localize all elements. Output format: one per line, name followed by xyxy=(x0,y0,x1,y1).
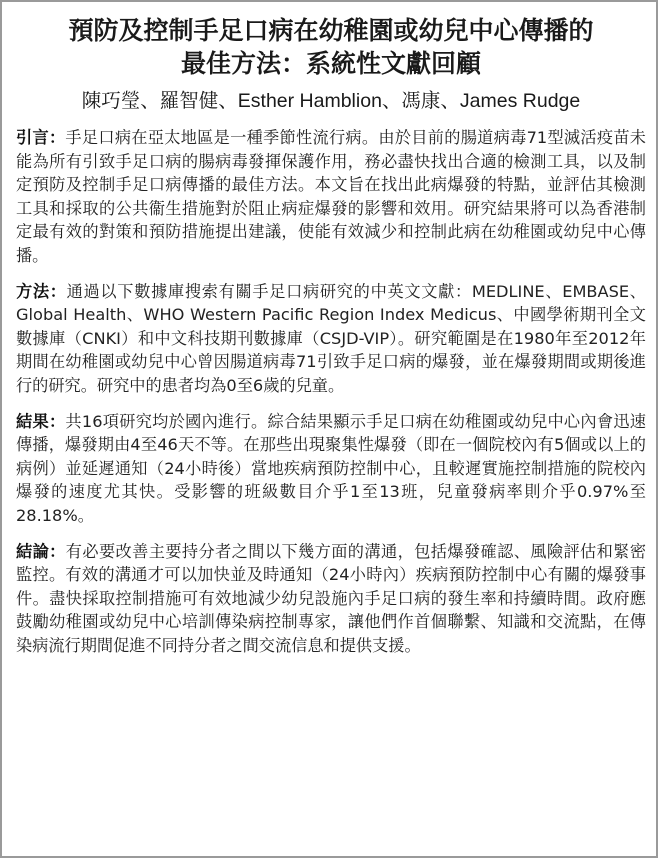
section-text: 共16項研究均於國內進行。綜合結果顯示手足口病在幼稚園或幼兒中心內會迅速傳播，爆發期由4至46天不等。在那些出現聚集性爆發（即在一個院校內有5個或以上的病例）並延遲通知（24小時後）當地疾病預防控制中心，且較遲實施控制措施的院校內爆發的速度尤其快。受影響的班級數目介乎1至13班，兒童發病率則介乎0.97%至28.18%。 xyxy=(16,411,646,525)
section-label: 結果： xyxy=(16,411,66,431)
title-line-2: 最佳方法：系統性文獻回顧 xyxy=(180,49,481,78)
section-text: 通過以下數據庫搜索有關手足口病研究的中英文文獻：MEDLINE、EMBASE、Global Health、WHO Western Pacific Region Index Medicus、中國學術期刊全文數據庫（CNKI）和中文科技期刊數據庫（CSJD-VIP）。研究範圍是在1980年至2012年期間在幼稚園或幼兒中心曾因腸道病毒71引致手足口病的爆發，並在爆發期間或期後進行的研究。研究中的患者均為0至6歲的兒童。 xyxy=(16,281,646,395)
title-line-1: 預防及控制手足口病在幼稚園或幼兒中心傳播的 xyxy=(68,16,594,45)
section-label: 引言： xyxy=(16,128,66,147)
section-text: 有必要改善主要持分者之間以下幾方面的溝通，包括爆發確認、風險評估和緊密監控。有效的溝通才可以加快並及時通知（24小時內）疾病預防控制中心有關的爆發事件。盡快採取控制措施可有效地減少幼兒設施內手足口病的發生率和持續時間。政府應鼓勵幼稚園或幼兒中心培訓傳染病控制專家，讓他們作首個聯繫、知識和交流點，在傳染病流行期間促進不同持分者之間交流信息和提供支援。 xyxy=(16,541,647,655)
section-label: 結論： xyxy=(16,541,66,561)
section-results xyxy=(16,410,646,528)
section-text: 手足口病在亞太地區是一種季節性流行病。由於目前的腸道病毒71型滅活疫苗未能為所有引致手足口病的腸病毒發揮保護作用，務必盡快找出合適的檢測工具，以及制定預防及控制手足口病傳播的最佳方法。本文旨在找出此病爆發的特點，並評估其檢測工具和採取的公共衞生措施對於阻止病症爆發的影響和效用。研究結果將可以為香港制定最有效的對策和預防措施提出建議，使能有效減少和控制此病在幼稚園或幼兒中心傳播。 xyxy=(16,128,646,265)
section-methods xyxy=(16,280,646,398)
section-conclusion xyxy=(16,540,646,658)
section-label: 方法： xyxy=(16,281,67,301)
author-list: 陳巧瑩、羅智健、Esther Hamblion、馮康、James Rudge xyxy=(81,90,581,112)
section-introduction xyxy=(16,126,646,268)
abstract-page xyxy=(16,14,646,657)
paper-title xyxy=(16,14,646,80)
abstract xyxy=(16,126,646,657)
